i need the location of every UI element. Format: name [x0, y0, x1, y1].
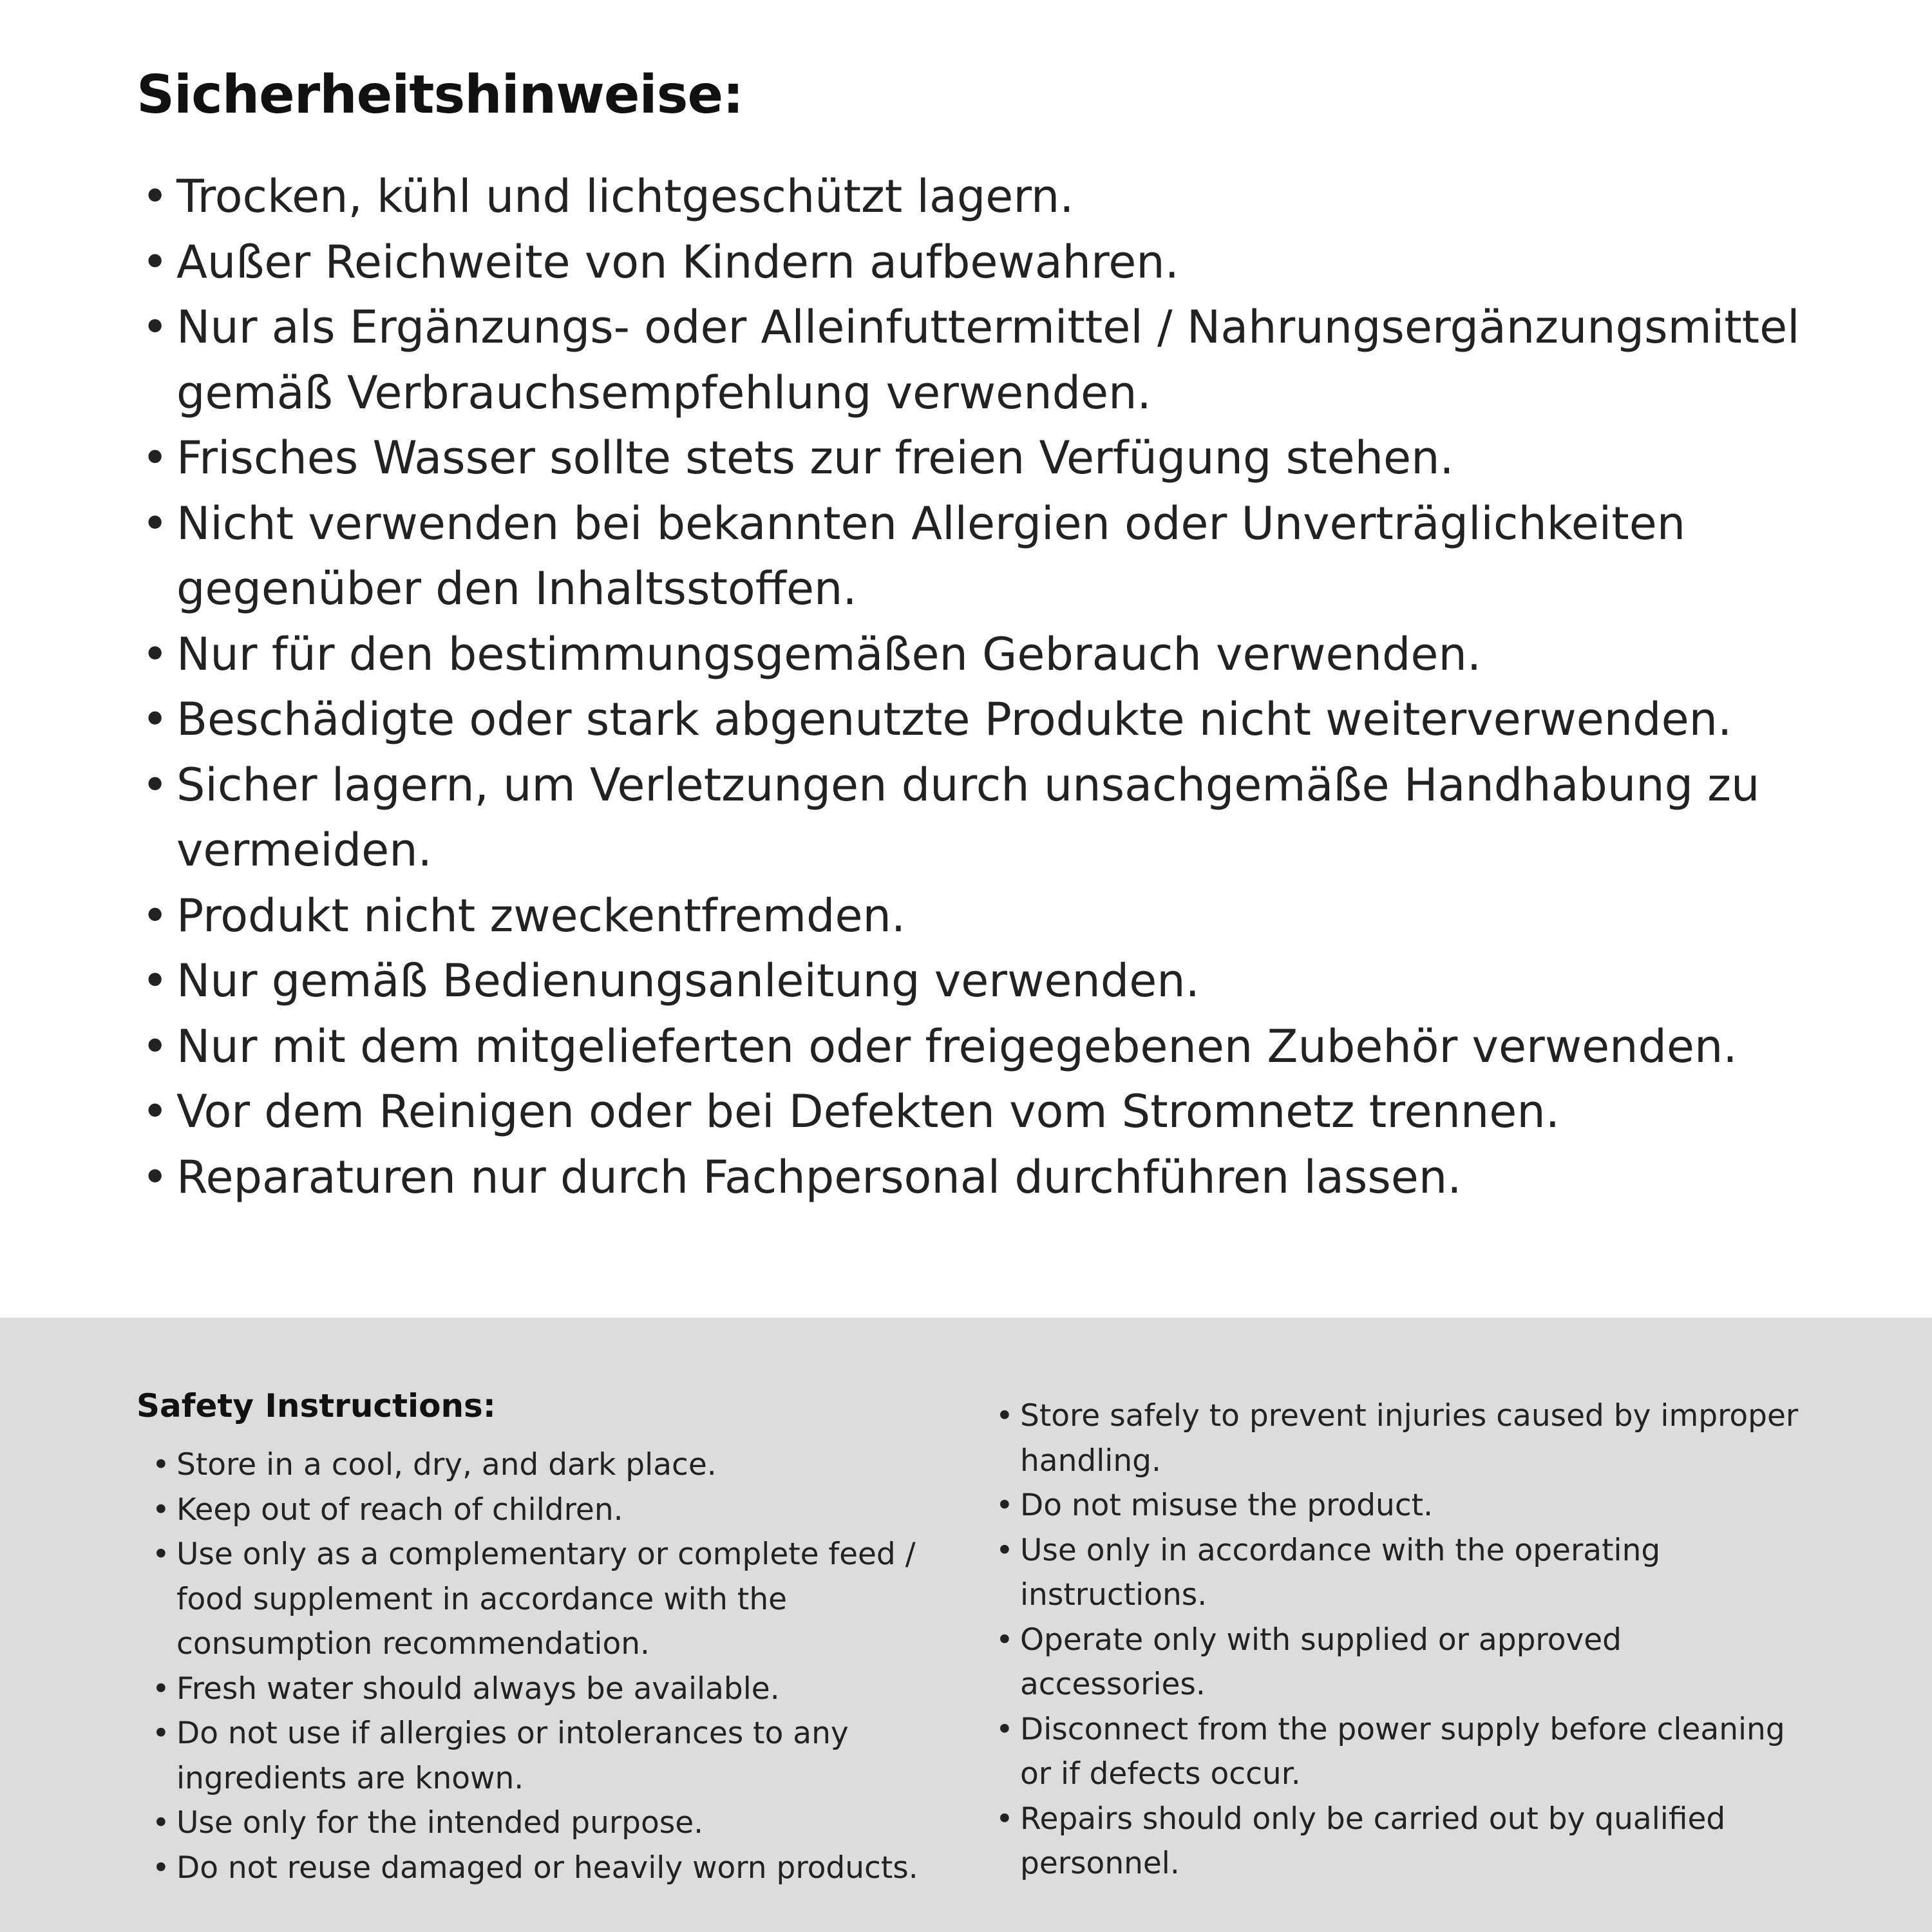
safety-item: • Use only in accordance with the operating instructions. [992, 1528, 1816, 1618]
safety-item: • Do not misuse the product. [992, 1483, 1816, 1528]
safety-item: • Außer Reichweite von Kindern aufbewahren. [137, 230, 1824, 296]
safety-item: • Nur mit dem mitgelieferten oder freigegebenen Zubehör verwenden. [137, 1014, 1824, 1080]
safety-item: • Frisches Wasser sollte stets zur freien Verfügung stehen. [137, 426, 1824, 491]
safety-item: • Store safely to prevent injuries caused by improper handling. [992, 1394, 1816, 1483]
safety-item: • Disconnect from the power supply before cleaning or if defects occur. [992, 1707, 1816, 1797]
english-safety-section [0, 1318, 1932, 1932]
english-section-title: Safety Instructions: [137, 1387, 496, 1425]
safety-item: • Fresh water should always be available. [148, 1667, 974, 1712]
safety-item: • Nur für den bestimmungsgemäßen Gebrauch verwenden. [137, 622, 1824, 688]
english-right-column [992, 1387, 1835, 1893]
safety-item: • Do not reuse damaged or heavily worn products. [148, 1846, 974, 1891]
safety-item: • Repairs should only be carried out by qualified personnel. [992, 1797, 1816, 1886]
safety-item: • Produkt nicht zweckentfremden. [137, 884, 1824, 949]
safety-item: • Use only for the intended purpose. [148, 1801, 974, 1846]
safety-item: • Keep out of reach of children. [148, 1488, 974, 1533]
safety-item: • Trocken, kühl und lichtgeschützt lagern. [137, 164, 1824, 230]
german-section-title: Sicherheitshinweise: [137, 64, 743, 126]
safety-item: • Reparaturen nur durch Fachpersonal durchführen lassen. [137, 1145, 1824, 1211]
english-left-column [129, 1387, 992, 1893]
safety-item: • Store in a cool, dry, and dark place. [148, 1443, 974, 1488]
english-safety-list-right [992, 1394, 1816, 1886]
english-safety-list-left [137, 1443, 974, 1890]
safety-item: • Do not use if allergies or intolerances to any ingredients are known. [148, 1711, 974, 1801]
safety-item: • Nicht verwenden bei bekannten Allergien oder Unverträglichkeiten gegenüber den Inhaltsstoffen. [137, 491, 1824, 622]
safety-item: • Nur gemäß Bedienungsanleitung verwenden. [137, 949, 1824, 1014]
safety-item: • Beschädigte oder stark abgenutzte Produkte nicht weiterverwenden. [137, 687, 1824, 753]
safety-item: • Nur als Ergänzungs- oder Alleinfuttermittel / Nahrungsergänzungsmittel gemäß Verbrauchsempfehlung verwenden. [137, 295, 1824, 426]
safety-item: • Vor dem Reinigen oder bei Defekten vom Stromnetz trennen. [137, 1079, 1824, 1145]
german-safety-list [137, 164, 1824, 1210]
safety-item: • Operate only with supplied or approved accessories. [992, 1618, 1816, 1707]
safety-item: • Sicher lagern, um Verletzungen durch unsachgemäße Handhabung zu vermeiden. [137, 753, 1824, 884]
safety-item: • Use only as a complementary or complete feed / food supplement in accordance with the consumption recommendation. [148, 1532, 974, 1667]
